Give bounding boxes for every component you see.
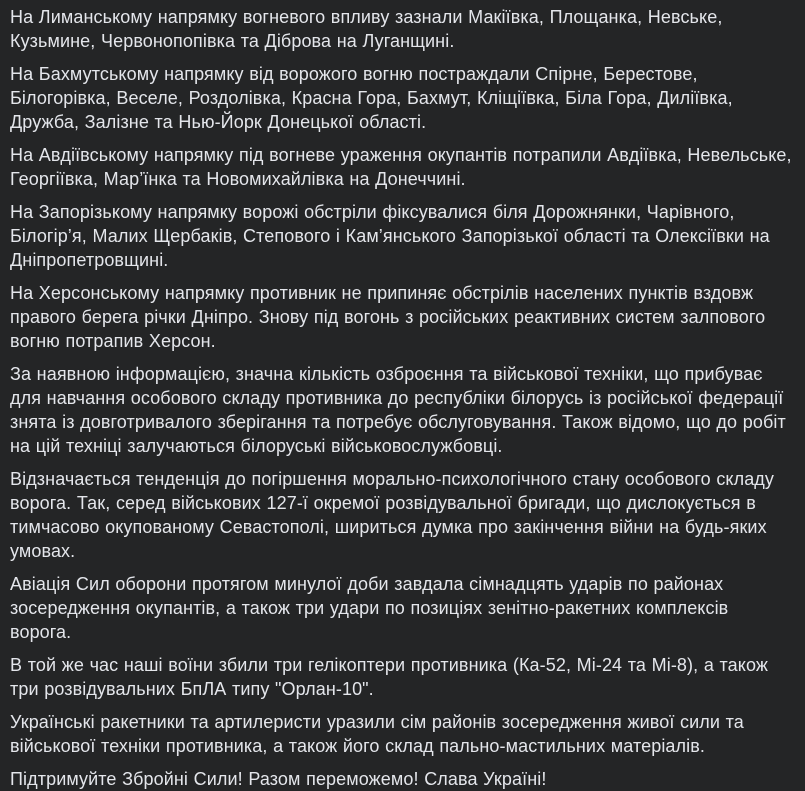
post-paragraph: На Херсонському напрямку противник не припиняє обстрілів населених пунктів вздовж правого берега річки Дніпро. Знову під вогонь з російських реактивних систем залпового вогню потрапив Херсон. [10,283,766,351]
post-paragraph: Підтримуйте Збройні Сили! Разом переможемо! Слава Україні! [10,769,547,789]
post-paragraph: В той же час наші воїни збили три гелікоптери противника (Ка-52, Мі-24 та Мі-8), а також три розвідувальних БпЛА типу "Орлан-10". [10,655,769,699]
post-paragraph: Українські ракетники та артилеристи уразили сім районів зосередження живої сили та військової техніки противника, а також його склад пально-мастильних матеріалів. [10,712,744,756]
post-body-text [10,5,793,791]
post-paragraph: На Лиманському напрямку вогневого впливу зазнали Макіївка, Площанка, Невське, Кузьмине, Червонопопівка та Діброва на Луганщині. [10,7,723,51]
post-paragraph: На Запорізькому напрямку ворожі обстріли фіксувалися біля Дорожнянки, Чарівного, Білогір’я, Малих Щербаків, Степового і Кам’янського Запорізької області та Олексіївки на Дніпропетровщині. [10,202,770,270]
post-paragraph: За наявною інформацією, значна кількість озброєння та військової техніки, що прибуває для навчання особового складу противника до республіки білорусь із російської федерації знята із довготривалого зберігання та потребує обслуговування. Також відомо, що до робіт на цій техніці залучаються білоруські військовослужбовці. [10,364,786,456]
post-paragraph: Авіація Сил оборони протягом минулої доби завдала сімнадцять ударів по районах зосередження окупантів, а також три удари по позиціях зенітно-ракетних комплексів ворога. [10,574,729,642]
post-paragraph: Відзначається тенденція до погіршення морально-психологічного стану особового складу ворога. Так, серед військових 127-ї окремої розвідувальної бригади, що дислокується в тимчасово окупованому Севастополі, шириться думка про закінчення війни на будь-яких умовах. [10,469,775,561]
post-paragraph: На Авдіївському напрямку під вогневе ураження окупантів потрапили Авдіївка, Невельське, Георгіївка, Мар’їнка та Новомихайлівка на Донеччині. [10,145,792,189]
post-paragraph: На Бахмутському напрямку від ворожого вогню постраждали Спірне, Берестове, Білогорівка, Веселе, Роздолівка, Красна Гора, Бахмут, Кліщіївка, Біла Гора, Диліївка, Дружба, Залізне та Нью-Йорк Донецької області. [10,64,733,132]
